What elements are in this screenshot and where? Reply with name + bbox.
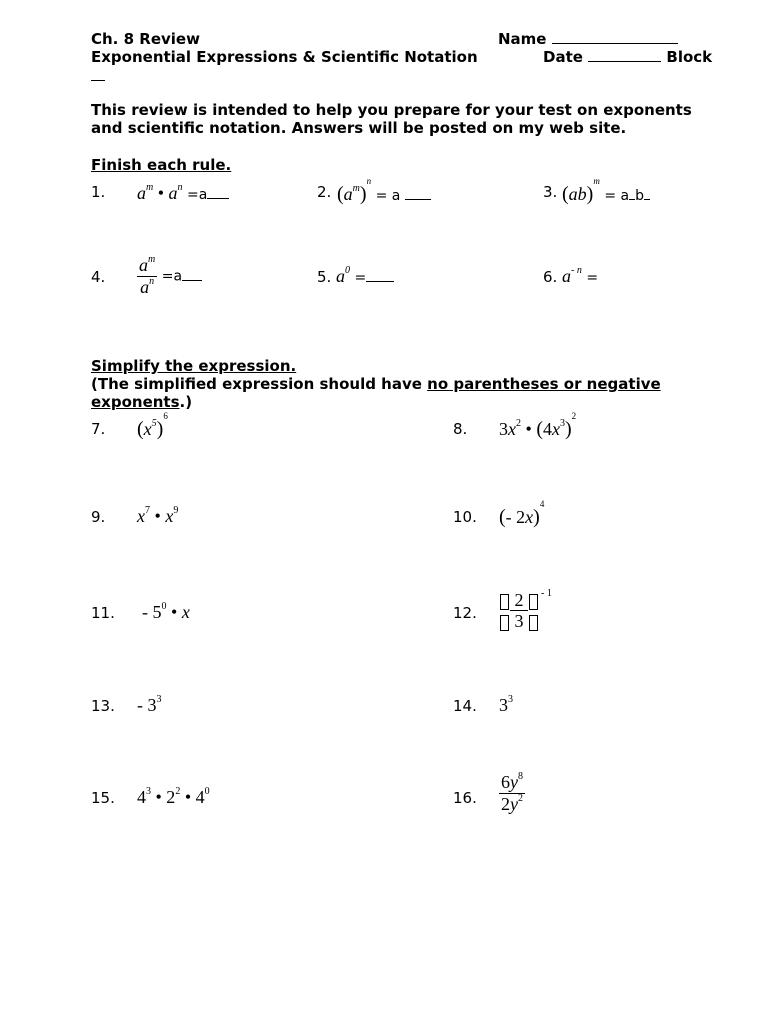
intro-text: This review is intended to help you prepare for your test on exponents and scientific notation. Answers will be posted on my web site. <box>91 101 692 137</box>
rule-3-expression: (ab)$^m$ = a b <box>562 181 650 206</box>
note-underlined: no parentheses or negative exponents <box>91 375 661 411</box>
bracket-box <box>529 594 538 610</box>
rule-2-answer: = a <box>375 188 401 204</box>
date-label: Date <box>543 48 583 66</box>
item-label: 12. <box>453 604 477 622</box>
item-label: 10. <box>453 508 477 526</box>
item-label: 3. <box>543 183 558 201</box>
item-label: 7. <box>91 420 106 438</box>
answer-blank <box>182 270 202 281</box>
section-simplify-note <box>91 375 691 411</box>
bracket-box <box>500 594 509 610</box>
item-label: 6. <box>543 268 558 286</box>
section-finish-rule-heading: Finish each rule. <box>91 156 232 174</box>
item-label: 15. <box>91 789 115 807</box>
problem-16-expression: $\frac{6y^8}{2y^2}$ <box>501 771 523 814</box>
problem-14-expression: $3^3$ <box>499 694 513 715</box>
rule-1-expression: $a^m$ • $a^n =a$ <box>137 183 229 204</box>
item-label: 2. <box>317 183 332 201</box>
item-label: 9. <box>91 508 106 526</box>
item-label: 1. <box>91 183 106 201</box>
answer-blank <box>207 188 229 199</box>
problem-12-expression: 2 3 - 1 <box>499 590 552 632</box>
rule-3-answer: = a <box>604 188 630 204</box>
problem-8-expression: $3x^2$ • $(4x^3)^2$ <box>499 411 577 440</box>
rule-5-answer: = <box>354 270 367 286</box>
rule-6-expression: $a^{- n}$ = <box>562 265 599 286</box>
answer-blank <box>366 268 394 282</box>
answer-blank <box>405 189 431 200</box>
problem-13-expression: - $3^3$ <box>137 694 162 715</box>
item-label: 4. <box>91 268 106 286</box>
rule-6-answer: = <box>586 270 599 286</box>
rule-2-expression: $(a^m)^n = a$ <box>337 181 431 206</box>
rule-4-expression: $\frac{a^m}{a^n}$ =a <box>137 255 202 298</box>
bracket-box <box>529 615 538 631</box>
name-blank <box>552 30 678 44</box>
rule-4-answer: =a <box>161 268 183 285</box>
name-field <box>498 30 678 48</box>
block-blank <box>91 80 105 81</box>
item-label: 11. <box>91 604 115 622</box>
block-label: Block <box>666 48 713 66</box>
bracket-box <box>500 615 509 631</box>
section-simplify-heading: Simplify the expression. <box>91 357 297 375</box>
rule-5-expression: $a^0$ = <box>336 266 394 287</box>
item-label: 8. <box>453 420 468 438</box>
note-prefix: (The simplified expression should have <box>91 375 428 393</box>
worksheet-subtitle: Exponential Expressions & Scientific Notation <box>91 48 478 66</box>
note-suffix: .) <box>179 393 193 411</box>
problem-7-expression: $(x^5)^6$ <box>137 411 168 440</box>
answer-blank <box>644 189 650 200</box>
item-label: 13. <box>91 697 115 715</box>
item-label: 16. <box>453 789 477 807</box>
date-block-field <box>543 48 712 66</box>
item-label: 5. <box>317 268 332 286</box>
problem-10-expression: (- 2x)$^4$ <box>499 499 545 528</box>
item-label: 14. <box>453 697 477 715</box>
rule-1-answer: =a <box>187 187 208 203</box>
problem-9-expression: $x^7$ • $x^9$ <box>137 505 179 526</box>
problem-11-expression: - $5^0$ • x <box>142 601 190 622</box>
worksheet-title: Ch. 8 Review <box>91 30 200 48</box>
problem-15-expression: $4^3$ • $2^2$ • $4^0$ <box>137 786 210 807</box>
name-label: Name <box>498 30 547 48</box>
date-blank <box>588 48 661 62</box>
